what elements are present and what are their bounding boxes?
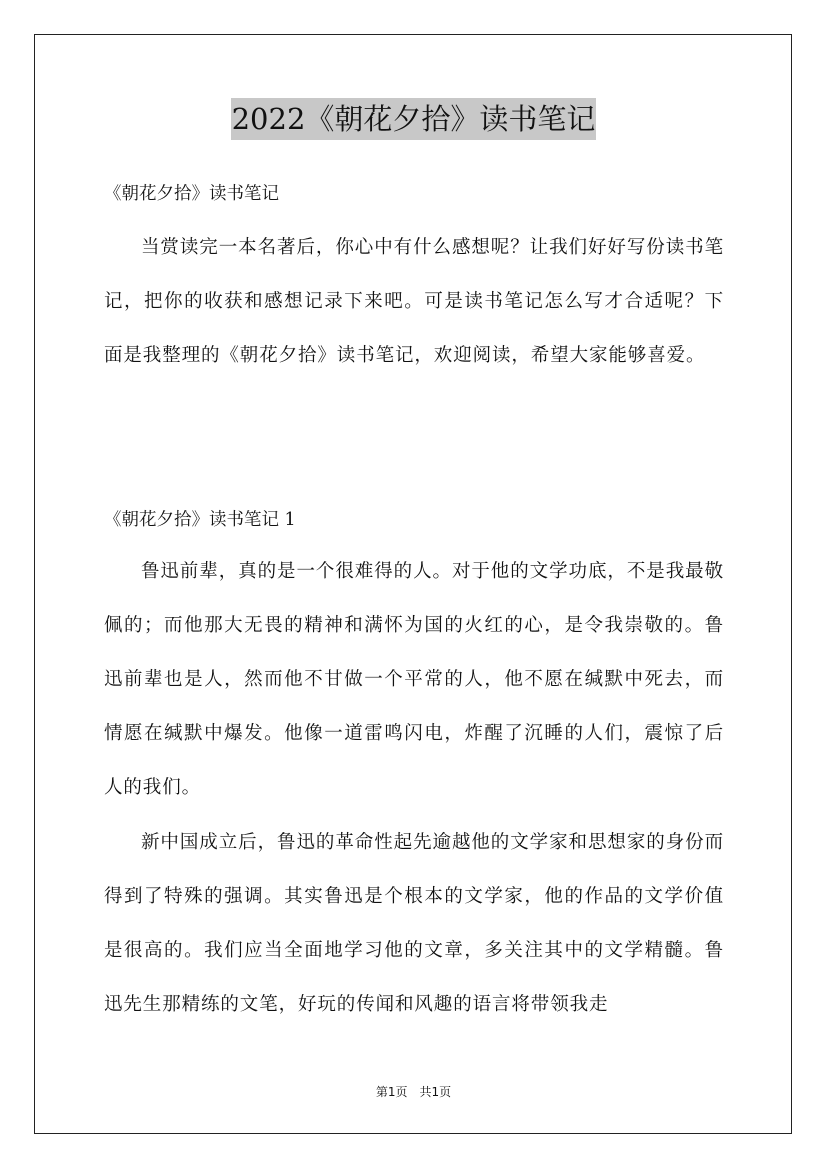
intro-paragraph: 当赏读完一本名著后，你心中有什么感想呢？让我们好好写份读书笔记，把你的收获和感想记录下来吧。可是读书笔记怎么写才合适呢？下面是我整理的《朝花夕拾》读书笔记，欢迎阅读，希望大家能够喜爱。 [104,237,724,366]
section-1-heading: 《朝花夕拾》读书笔记 1 [104,510,296,530]
document-title-container [0,98,827,140]
section-1-paragraph-1: 鲁迅前辈，真的是一个很难得的人。对于他的文学功底，不是我最敬佩的；而他那大无畏的精神和满怀为国的火红的心，是令我崇敬的。鲁迅前辈也是人，然而他不甘做一个平常的人，他不愿在缄默中死去，而情愿在缄默中爆发。他像一道雷鸣闪电，炸醒了沉睡的人们，震惊了后人的我们。 [104,561,724,798]
page-number-footer: 第1页 共1页 [375,1085,452,1099]
document-title: 2022《朝花夕拾》读书笔记 [231,98,597,140]
section-1-paragraph-2: 新中国成立后，鲁迅的革命性起先逾越他的文学家和思想家的身份而得到了特殊的强调。其实鲁迅是个根本的文学家，他的作品的文学价值是很高的。我们应当全面地学习他的文章，多关注其中的文学精髓。鲁迅先生那精练的文笔，好玩的传闻和风趣的语言将带领我走 [104,832,724,1015]
intro-heading: 《朝花夕拾》读书笔记 [104,184,279,204]
